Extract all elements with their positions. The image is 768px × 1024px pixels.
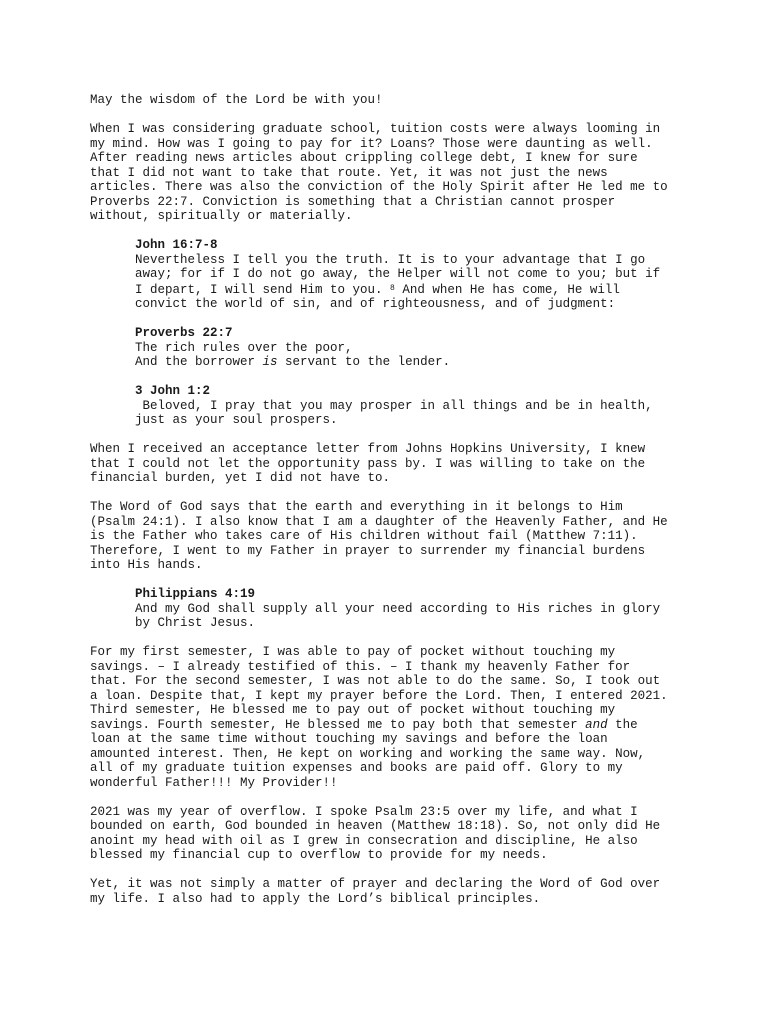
paragraph-line: When I was considering graduate school, tuition costs were always looming in	[90, 122, 661, 136]
paragraph-text: the	[607, 717, 638, 732]
paragraph-line: blessed my financial cup to overflow to provide for my needs.	[90, 848, 548, 862]
greeting	[90, 93, 690, 108]
paragraph-line	[90, 718, 690, 733]
paragraph-line: loan at the same time without touching my savings and before the loan	[90, 732, 608, 746]
paragraph-line: bounded on earth, God bounded in heaven (Matthew 18:18). So, not only did He	[90, 819, 661, 833]
scripture-line: just as your soul prospers.	[135, 413, 338, 427]
verse-number: 8	[390, 283, 395, 293]
scripture-line: And my God shall supply all your need according to His riches in glory	[135, 601, 661, 616]
scripture-quote-john	[135, 238, 690, 312]
paragraph-line: 2021 was my year of overflow. I spoke Psalm 23:5 over my life, and what I	[90, 804, 638, 819]
paragraph-graduate-school	[90, 122, 690, 224]
paragraph-line: Yet, it was not simply a matter of prayer and declaring the Word of God over	[90, 877, 661, 891]
paragraph-line: articles. There was also the conviction of the Holy Spirit after He led me to	[90, 180, 668, 194]
paragraph-line: savings. – I already testified of this. – I thank my heavenly Father for	[90, 659, 631, 674]
paragraph-word-of-god	[90, 500, 690, 573]
scripture-text: I depart, I will send Him to you.	[135, 282, 391, 297]
scripture-text: And when He has come, He will	[394, 282, 620, 297]
paragraph-line: financial burden, yet I did not have to.	[90, 471, 391, 485]
scripture-line: away; for if I do not go away, the Helper will not come to you; but if	[135, 267, 661, 281]
paragraph-text: savings. Fourth semester, He blessed me to pay both that semester	[90, 717, 586, 732]
paragraph-line: (Psalm 24:1). I also know that I am a daughter of the Heavenly Father, and He	[90, 514, 668, 529]
paragraph-line: After reading news articles about crippling college debt, I knew for sure	[90, 151, 638, 165]
scripture-quote-3john	[135, 384, 690, 428]
scripture-line: convict the world of sin, and of righteousness, and of judgment:	[135, 297, 616, 311]
paragraph-line: Proverbs 22:7. Conviction is something that a Christian cannot prosper	[90, 194, 616, 209]
paragraph-line: When I received an acceptance letter from Johns Hopkins University, I knew	[90, 442, 646, 456]
scripture-line: Nevertheless I tell you the truth. It is to your advantage that I go	[135, 252, 646, 267]
paragraph-overflow	[90, 805, 690, 863]
scripture-reference: Proverbs 22:7	[135, 326, 233, 340]
paragraph-line: Therefore, I went to my Father in prayer to surrender my financial burdens	[90, 543, 646, 558]
scripture-quote-philippians	[135, 587, 690, 631]
paragraph-line: my life. I also had to apply the Lord’s biblical principles.	[90, 891, 541, 906]
greeting-line: May the wisdom of the Lord be with you!	[90, 93, 383, 107]
paragraph-line: a loan. Despite that, I kept my prayer before the Lord. Then, I entered 2021.	[90, 688, 668, 703]
scripture-text: And the borrower	[135, 355, 263, 369]
scripture-line: Beloved, I pray that you may prosper in all things and be in health,	[135, 398, 653, 413]
paragraph-line: amounted interest. Then, He kept on working and working the same way. Now,	[90, 746, 646, 761]
paragraph-acceptance	[90, 442, 690, 486]
scripture-reference: John 16:7-8	[135, 238, 218, 252]
paragraph-line: wonderful Father!!! My Provider!!	[90, 775, 338, 790]
paragraph-line: that I could not let the opportunity pass by. I was willing to take on the	[90, 456, 646, 471]
scripture-line	[135, 282, 690, 298]
paragraph-principles	[90, 877, 690, 906]
document-page	[90, 93, 690, 921]
paragraph-line: Third semester, He blessed me to pay out of pocket without touching my	[90, 703, 616, 717]
scripture-italic: is	[262, 355, 278, 369]
paragraph-line: without, spiritually or materially.	[90, 209, 353, 223]
paragraph-line: my mind. How was I going to pay for it? Loans? Those were daunting as well.	[90, 136, 653, 151]
paragraph-line: The Word of God says that the earth and everything in it belongs to Him	[90, 500, 623, 514]
scripture-reference: Philippians 4:19	[135, 587, 256, 601]
paragraph-semesters	[90, 645, 690, 790]
scripture-line: The rich rules over the poor,	[135, 340, 353, 355]
paragraph-line: anoint my head with oil as I grew in consecration and discipline, He also	[90, 833, 638, 848]
paragraph-line: all of my graduate tuition expenses and books are paid off. Glory to my	[90, 761, 623, 775]
scripture-text: servant to the lender.	[277, 355, 451, 369]
paragraph-line: For my first semester, I was able to pay of pocket without touching my	[90, 645, 616, 659]
scripture-line: by Christ Jesus.	[135, 616, 256, 630]
paragraph-line: is the Father who takes care of His children without fail (Matthew 7:11).	[90, 529, 638, 543]
paragraph-line: that. For the second semester, I was not able to do the same. So, I took out	[90, 674, 661, 688]
scripture-line	[135, 355, 690, 370]
paragraph-line: that I did not want to take that route. Yet, it was not just the news	[90, 165, 608, 180]
paragraph-italic: and	[585, 717, 608, 732]
scripture-reference: 3 John 1:2	[135, 384, 211, 398]
paragraph-line: into His hands.	[90, 558, 203, 572]
scripture-quote-proverbs	[135, 326, 690, 370]
